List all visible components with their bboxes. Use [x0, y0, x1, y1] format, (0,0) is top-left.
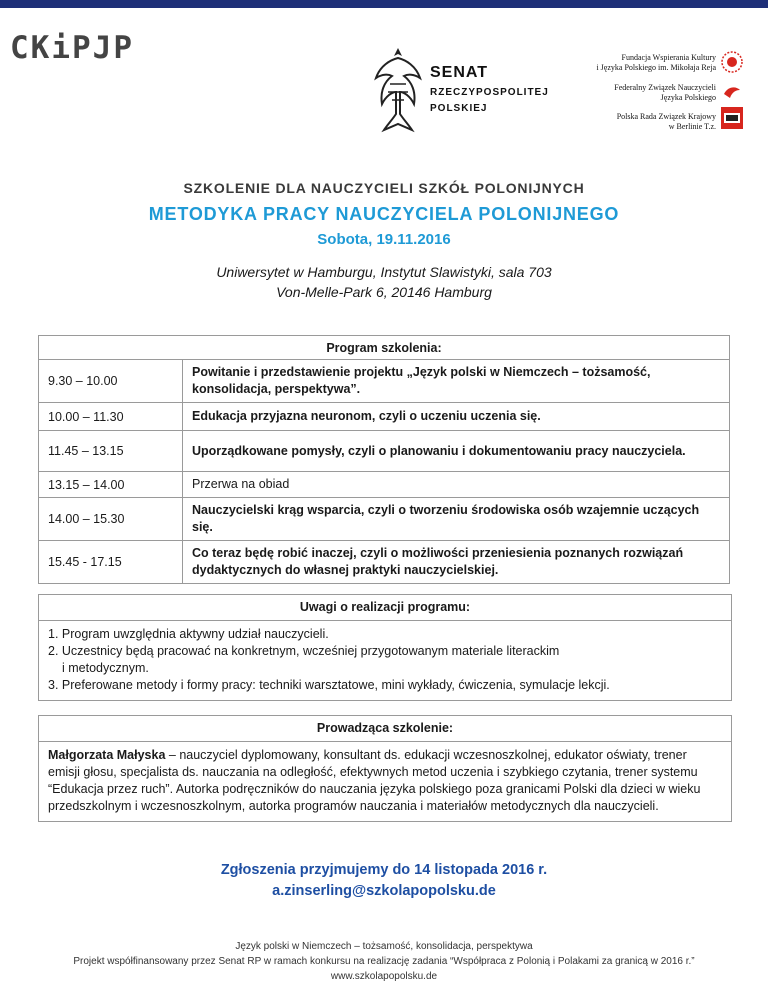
eagle-emblem-icon — [372, 44, 424, 136]
trainer-bio — [39, 742, 731, 821]
partner-polska-rada: Polska Rada Związek Krajowy w Berlinie T.z. — [616, 112, 716, 131]
table-row — [39, 541, 730, 584]
footer-website-link[interactable]: www.szkolapopolsku.de — [330, 971, 438, 982]
registration-email-link[interactable]: a.zinserling@szkolapopolsku.de — [272, 883, 496, 899]
senat-logo — [372, 44, 549, 136]
time-cell: 15.45 - 17.15 — [39, 541, 183, 584]
footer — [0, 939, 768, 984]
list-item: 3. Preferowane metody i formy pracy: techniki warsztatowe, mini wykłady, ćwiczenia, symulacje lekcji. — [48, 678, 610, 692]
event-location: Uniwersytet w Hamburgu, Instytut Slawistyki, sala 703 Von-Melle-Park 6, 20146 Hamburg — [216, 264, 552, 300]
list-item: i metodycznym. — [62, 661, 149, 675]
polska-rada-logo-icon — [720, 106, 744, 130]
activity-cell: Nauczycielski krąg wsparcia, czyli o tworzeniu środowiska osób wzajemnie uczących się. — [183, 498, 730, 541]
table-row — [39, 498, 730, 541]
table-row — [39, 472, 730, 498]
registration-deadline: Zgłoszenia przyjmujemy do 14 listopada 2016 r. — [220, 862, 548, 878]
trainer-description: – nauczyciel dyplomowany, konsultant ds. edukacji wczesnoszkolnej, edukator oświaty, trener emisji głosu, specjalista ds. nauczania na odległość, efektywnych metod uczenia i szybkiego czytania, trener systemu “Edukacja przez ruch”. Autorka podręczników do nauczania języka polskiego poza granicami Polski dla dzieci w wieku przedszkolnym i wczesnoszkolnym, autorka programów nauczania i materiałów metodycznych dla nauczycieli. — [48, 748, 701, 813]
activity-cell: Uporządkowane pomysły, czyli o planowaniu i dokumentowaniu pracy nauczyciela. — [183, 431, 730, 472]
partner-fundacja: Fundacja Wspierania Kultury i Języka Polskiego im. Mikołaja Reja — [596, 53, 716, 72]
senat-subtitle: RZECZYPOSPOLITEJ POLSKIEJ — [430, 87, 549, 114]
time-cell: 14.00 – 15.30 — [39, 498, 183, 541]
ckipjp-logo: CKiPJP — [10, 30, 134, 66]
table-row — [39, 360, 730, 403]
program-table — [38, 335, 730, 584]
list-item: 2. Uczestnicy będą pracować na konkretnym, wcześniej przygotowanym materiale literackim — [48, 644, 560, 658]
senat-title: SENAT — [430, 64, 489, 81]
top-color-bar — [0, 0, 768, 8]
time-cell: 10.00 – 11.30 — [39, 403, 183, 431]
trainer-heading: Prowadząca szkolenie: — [39, 716, 731, 742]
table-row — [39, 431, 730, 472]
partner-federalny: Federalny Związek Nauczycieli Języka Polskiego — [614, 83, 716, 102]
program-heading: Program szkolenia: — [39, 336, 730, 360]
event-subtitle: SZKOLENIE DLA NAUCZYCIELI SZKÓŁ POLONIJNYCH — [183, 180, 585, 196]
time-cell: 13.15 – 14.00 — [39, 472, 183, 498]
event-date: Sobota, 19.11.2016 — [317, 231, 451, 248]
trainer-name: Małgorzata Małyska — [48, 748, 166, 762]
table-row — [39, 403, 730, 431]
remarks-box — [38, 594, 732, 701]
trainer-box — [38, 715, 732, 822]
list-item: 1. Program uwzględnia aktywny udział nauczycieli. — [48, 627, 329, 641]
activity-cell: Powitanie i przedstawienie projektu „Język polski w Niemczech – tożsamość, konsolidacja, perspektywa”. — [183, 360, 730, 403]
fundacja-logo-icon — [720, 50, 744, 74]
footer-project: Język polski w Niemczech – tożsamość, konsolidacja, perspektywa — [235, 941, 533, 952]
federalny-logo-icon — [720, 80, 744, 104]
activity-cell: Co teraz będę robić inaczej, czyli o możliwości przeniesienia poznanych rozwiązań dydaktycznych do własnej praktyki nauczycielskiej. — [183, 541, 730, 584]
footer-funding: Projekt współfinansowany przez Senat RP w ramach konkursu na realizację zadania “Współpraca z Polonią i Polakami za granicą w 2016 r.” — [73, 956, 695, 967]
activity-cell: Edukacja przyjazna neuronom, czyli o uczeniu uczenia się. — [183, 403, 730, 431]
event-title: METODYKA PRACY NAUCZYCIELA POLONIJNEGO — [148, 204, 620, 224]
time-cell: 11.45 – 13.15 — [39, 431, 183, 472]
remarks-heading: Uwagi o realizacji programu: — [39, 595, 731, 621]
activity-cell: Przerwa na obiad — [183, 472, 730, 498]
time-cell: 9.30 – 10.00 — [39, 360, 183, 403]
